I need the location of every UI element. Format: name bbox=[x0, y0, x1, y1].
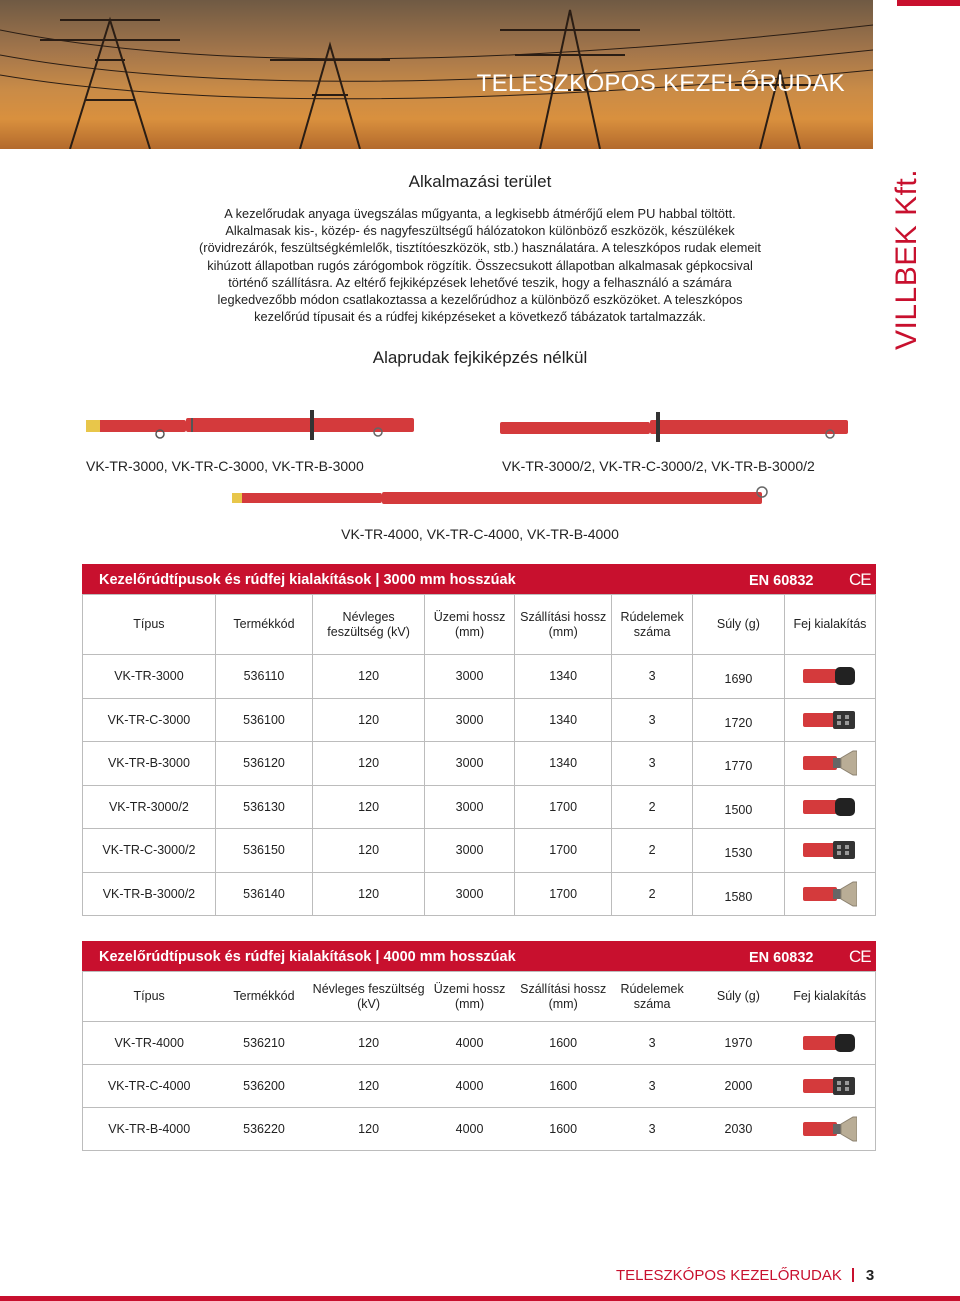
cell-head bbox=[784, 655, 875, 699]
cell-code: 536200 bbox=[215, 1065, 312, 1108]
footer-title: TELESZKÓPOS KEZELŐRUDAK bbox=[616, 1267, 842, 1284]
cell-ship: 1600 bbox=[515, 1065, 612, 1108]
cell-elems: 2 bbox=[612, 872, 693, 916]
plain-head-icon bbox=[803, 663, 857, 689]
cell-kv: 120 bbox=[313, 872, 425, 916]
table-row bbox=[83, 1108, 876, 1151]
intro-paragraph bbox=[170, 205, 790, 325]
plain-head-icon bbox=[803, 1030, 857, 1056]
cell-head bbox=[784, 742, 875, 786]
page-number: 3 bbox=[865, 1267, 875, 1284]
cell-code: 536130 bbox=[215, 785, 312, 829]
cell-ship: 1600 bbox=[515, 1022, 612, 1065]
table-row bbox=[83, 698, 876, 742]
table2 bbox=[82, 971, 876, 1151]
cell-type: VK-TR-C-3000/2 bbox=[83, 829, 216, 873]
col-header: Típus bbox=[83, 972, 216, 1022]
cell-type: VK-TR-B-3000/2 bbox=[83, 872, 216, 916]
intro-line: A kezelőrudak anyaga üvegszálas műgyanta, a legkisebb átmérőjű elem PU habbal töltött. bbox=[224, 206, 736, 221]
col-header: Rúdelemek száma bbox=[612, 972, 693, 1022]
ce-mark: CE bbox=[849, 947, 871, 966]
table2-title: Kezelőrúdtípusok és rúdfej kialakítások | 4000 mm hosszúak bbox=[99, 949, 516, 965]
cell-oper: 3000 bbox=[425, 785, 515, 829]
accent-bar-top bbox=[897, 0, 960, 6]
cell-oper: 3000 bbox=[425, 872, 515, 916]
col-header: Névleges feszültség (kV) bbox=[313, 972, 425, 1022]
cell-weight: 1580 bbox=[692, 872, 784, 916]
header-banner bbox=[0, 0, 873, 149]
cell-elems: 3 bbox=[612, 655, 693, 699]
clamp-head-icon bbox=[803, 837, 857, 863]
section-title-application: Alkalmazási terület bbox=[408, 172, 552, 191]
footer bbox=[616, 1267, 874, 1284]
bayonet-head-icon bbox=[803, 1116, 857, 1142]
cell-code: 536210 bbox=[215, 1022, 312, 1065]
rod-label-4000: VK-TR-4000, VK-TR-C-4000, VK-TR-B-4000 bbox=[341, 526, 619, 542]
cell-ship: 1700 bbox=[515, 872, 612, 916]
col-header: Szállítási hossz (mm) bbox=[515, 972, 612, 1022]
cell-head bbox=[784, 785, 875, 829]
cell-elems: 2 bbox=[612, 829, 693, 873]
cell-kv: 120 bbox=[313, 742, 425, 786]
cell-code: 536150 bbox=[215, 829, 312, 873]
footer-separator bbox=[852, 1268, 854, 1282]
cell-code: 536100 bbox=[215, 698, 312, 742]
cell-type: VK-TR-B-3000 bbox=[83, 742, 216, 786]
table-row bbox=[83, 829, 876, 873]
clamp-head-icon bbox=[803, 707, 857, 733]
ce-mark: CE bbox=[849, 570, 871, 589]
col-header: Termékkód bbox=[215, 972, 312, 1022]
rod-image-3000-2 bbox=[500, 410, 850, 444]
plain-head-icon bbox=[803, 794, 857, 820]
intro-line: (rövidrezárók, feszültségkémlelők, tisztítóeszközök, stb.) használatára. A teleszkópos rudak elemeit bbox=[199, 240, 761, 256]
table1-standard: EN 60832 bbox=[749, 573, 814, 589]
rod-image-4000 bbox=[232, 482, 777, 512]
intro-line: történő szállításra. Az eltérő fejkiképzések lehetővé teszik, hogy a felhasználó a számára bbox=[228, 274, 732, 290]
cell-code: 536220 bbox=[215, 1108, 312, 1151]
cell-type: VK-TR-B-4000 bbox=[83, 1108, 216, 1151]
cell-weight: 1770 bbox=[692, 742, 784, 786]
table1-header-row bbox=[83, 595, 876, 655]
table-row bbox=[83, 872, 876, 916]
cell-elems: 3 bbox=[612, 1108, 693, 1151]
col-header: Típus bbox=[83, 595, 216, 655]
cell-kv: 120 bbox=[313, 655, 425, 699]
cell-type: VK-TR-C-4000 bbox=[83, 1065, 216, 1108]
cell-weight: 2000 bbox=[692, 1065, 784, 1108]
table2-standard: EN 60832 bbox=[749, 950, 814, 966]
cell-oper: 4000 bbox=[425, 1065, 515, 1108]
cell-ship: 1700 bbox=[515, 829, 612, 873]
bayonet-head-icon bbox=[803, 750, 857, 776]
table1-header-bar bbox=[82, 564, 876, 594]
table2-header-row bbox=[83, 972, 876, 1022]
table-row bbox=[83, 1065, 876, 1108]
cell-ship: 1600 bbox=[515, 1108, 612, 1151]
col-header: Szállítási hossz (mm) bbox=[515, 595, 612, 655]
col-header: Súly (g) bbox=[692, 595, 784, 655]
cell-head bbox=[784, 698, 875, 742]
cell-code: 536140 bbox=[215, 872, 312, 916]
table-row bbox=[83, 742, 876, 786]
intro-line: kezelőrúd típusait és a rúdfej kiképzéseket a következő tábázatok tartalmazzák. bbox=[254, 309, 706, 325]
cell-type: VK-TR-3000 bbox=[83, 655, 216, 699]
cell-oper: 3000 bbox=[425, 742, 515, 786]
intro-line: kihúzott állapotban rugós zárógombok rögzítik. Összecsukott állapotban alkalmasak gépkocsival bbox=[207, 257, 753, 273]
cell-oper: 3000 bbox=[425, 698, 515, 742]
cell-elems: 3 bbox=[612, 1065, 693, 1108]
cell-ship: 1340 bbox=[515, 655, 612, 699]
table-row bbox=[83, 655, 876, 699]
col-header: Termékkód bbox=[215, 595, 312, 655]
col-header: Üzemi hossz (mm) bbox=[425, 972, 515, 1022]
cell-oper: 3000 bbox=[425, 655, 515, 699]
cell-code: 536120 bbox=[215, 742, 312, 786]
table-row bbox=[83, 1022, 876, 1065]
cell-head bbox=[784, 872, 875, 916]
cell-weight: 1970 bbox=[692, 1022, 784, 1065]
rod-label-3000: VK-TR-3000, VK-TR-C-3000, VK-TR-B-3000 bbox=[86, 458, 364, 474]
table1 bbox=[82, 594, 876, 916]
cell-kv: 120 bbox=[313, 1065, 425, 1108]
section-title-base-rods: Alaprudak fejkiképzés nélkül bbox=[372, 348, 588, 367]
cell-type: VK-TR-3000/2 bbox=[83, 785, 216, 829]
cell-head bbox=[784, 1108, 875, 1151]
cell-ship: 1340 bbox=[515, 698, 612, 742]
clamp-head-icon bbox=[803, 1073, 857, 1099]
table1-title: Kezelőrúdtípusok és rúdfej kialakítások | 3000 mm hosszúak bbox=[99, 572, 516, 588]
cell-elems: 3 bbox=[612, 1022, 693, 1065]
rod-label-3000-2: VK-TR-3000/2, VK-TR-C-3000/2, VK-TR-B-3000/2 bbox=[502, 458, 815, 474]
cell-elems: 3 bbox=[612, 742, 693, 786]
cell-ship: 1340 bbox=[515, 742, 612, 786]
cell-oper: 3000 bbox=[425, 829, 515, 873]
cell-kv: 120 bbox=[313, 1022, 425, 1065]
table2-header-bar bbox=[82, 941, 876, 971]
col-header: Fej kialakítás bbox=[784, 972, 875, 1022]
cell-code: 536110 bbox=[215, 655, 312, 699]
table-row bbox=[83, 785, 876, 829]
vertical-brand: VILLBEK Kft. bbox=[890, 168, 923, 350]
cell-kv: 120 bbox=[313, 1108, 425, 1151]
cell-head bbox=[784, 829, 875, 873]
col-header: Rúdelemek száma bbox=[612, 595, 693, 655]
cell-elems: 3 bbox=[612, 698, 693, 742]
cell-weight: 1690 bbox=[692, 655, 784, 699]
cell-weight: 1720 bbox=[692, 698, 784, 742]
cell-type: VK-TR-4000 bbox=[83, 1022, 216, 1065]
cell-weight: 1530 bbox=[692, 829, 784, 873]
col-header: Fej kialakítás bbox=[784, 595, 875, 655]
footer-accent-line bbox=[0, 1296, 960, 1301]
cell-weight: 1500 bbox=[692, 785, 784, 829]
cell-head bbox=[784, 1065, 875, 1108]
cell-elems: 2 bbox=[612, 785, 693, 829]
intro-line: legkedvezőbb módon csatlakoztassa a kezelőrúdhoz a különböző eszközöket. A teleszkópos bbox=[217, 292, 743, 308]
col-header: Súly (g) bbox=[692, 972, 784, 1022]
col-header: Névleges feszültség (kV) bbox=[313, 595, 425, 655]
col-header: Üzemi hossz (mm) bbox=[425, 595, 515, 655]
intro-line: Alkalmasak kis-, közép- és nagyfeszültségű hálózatokon különböző eszközök, készülékek bbox=[225, 223, 735, 239]
cell-type: VK-TR-C-3000 bbox=[83, 698, 216, 742]
banner-title: TELESZKÓPOS KEZELŐRUDAK bbox=[476, 70, 845, 97]
cell-kv: 120 bbox=[313, 698, 425, 742]
cell-kv: 120 bbox=[313, 785, 425, 829]
cell-weight: 2030 bbox=[692, 1108, 784, 1151]
cell-ship: 1700 bbox=[515, 785, 612, 829]
cell-oper: 4000 bbox=[425, 1108, 515, 1151]
cell-kv: 120 bbox=[313, 829, 425, 873]
rod-image-3000 bbox=[86, 408, 416, 442]
cell-head bbox=[784, 1022, 875, 1065]
cell-oper: 4000 bbox=[425, 1022, 515, 1065]
bayonet-head-icon bbox=[803, 881, 857, 907]
